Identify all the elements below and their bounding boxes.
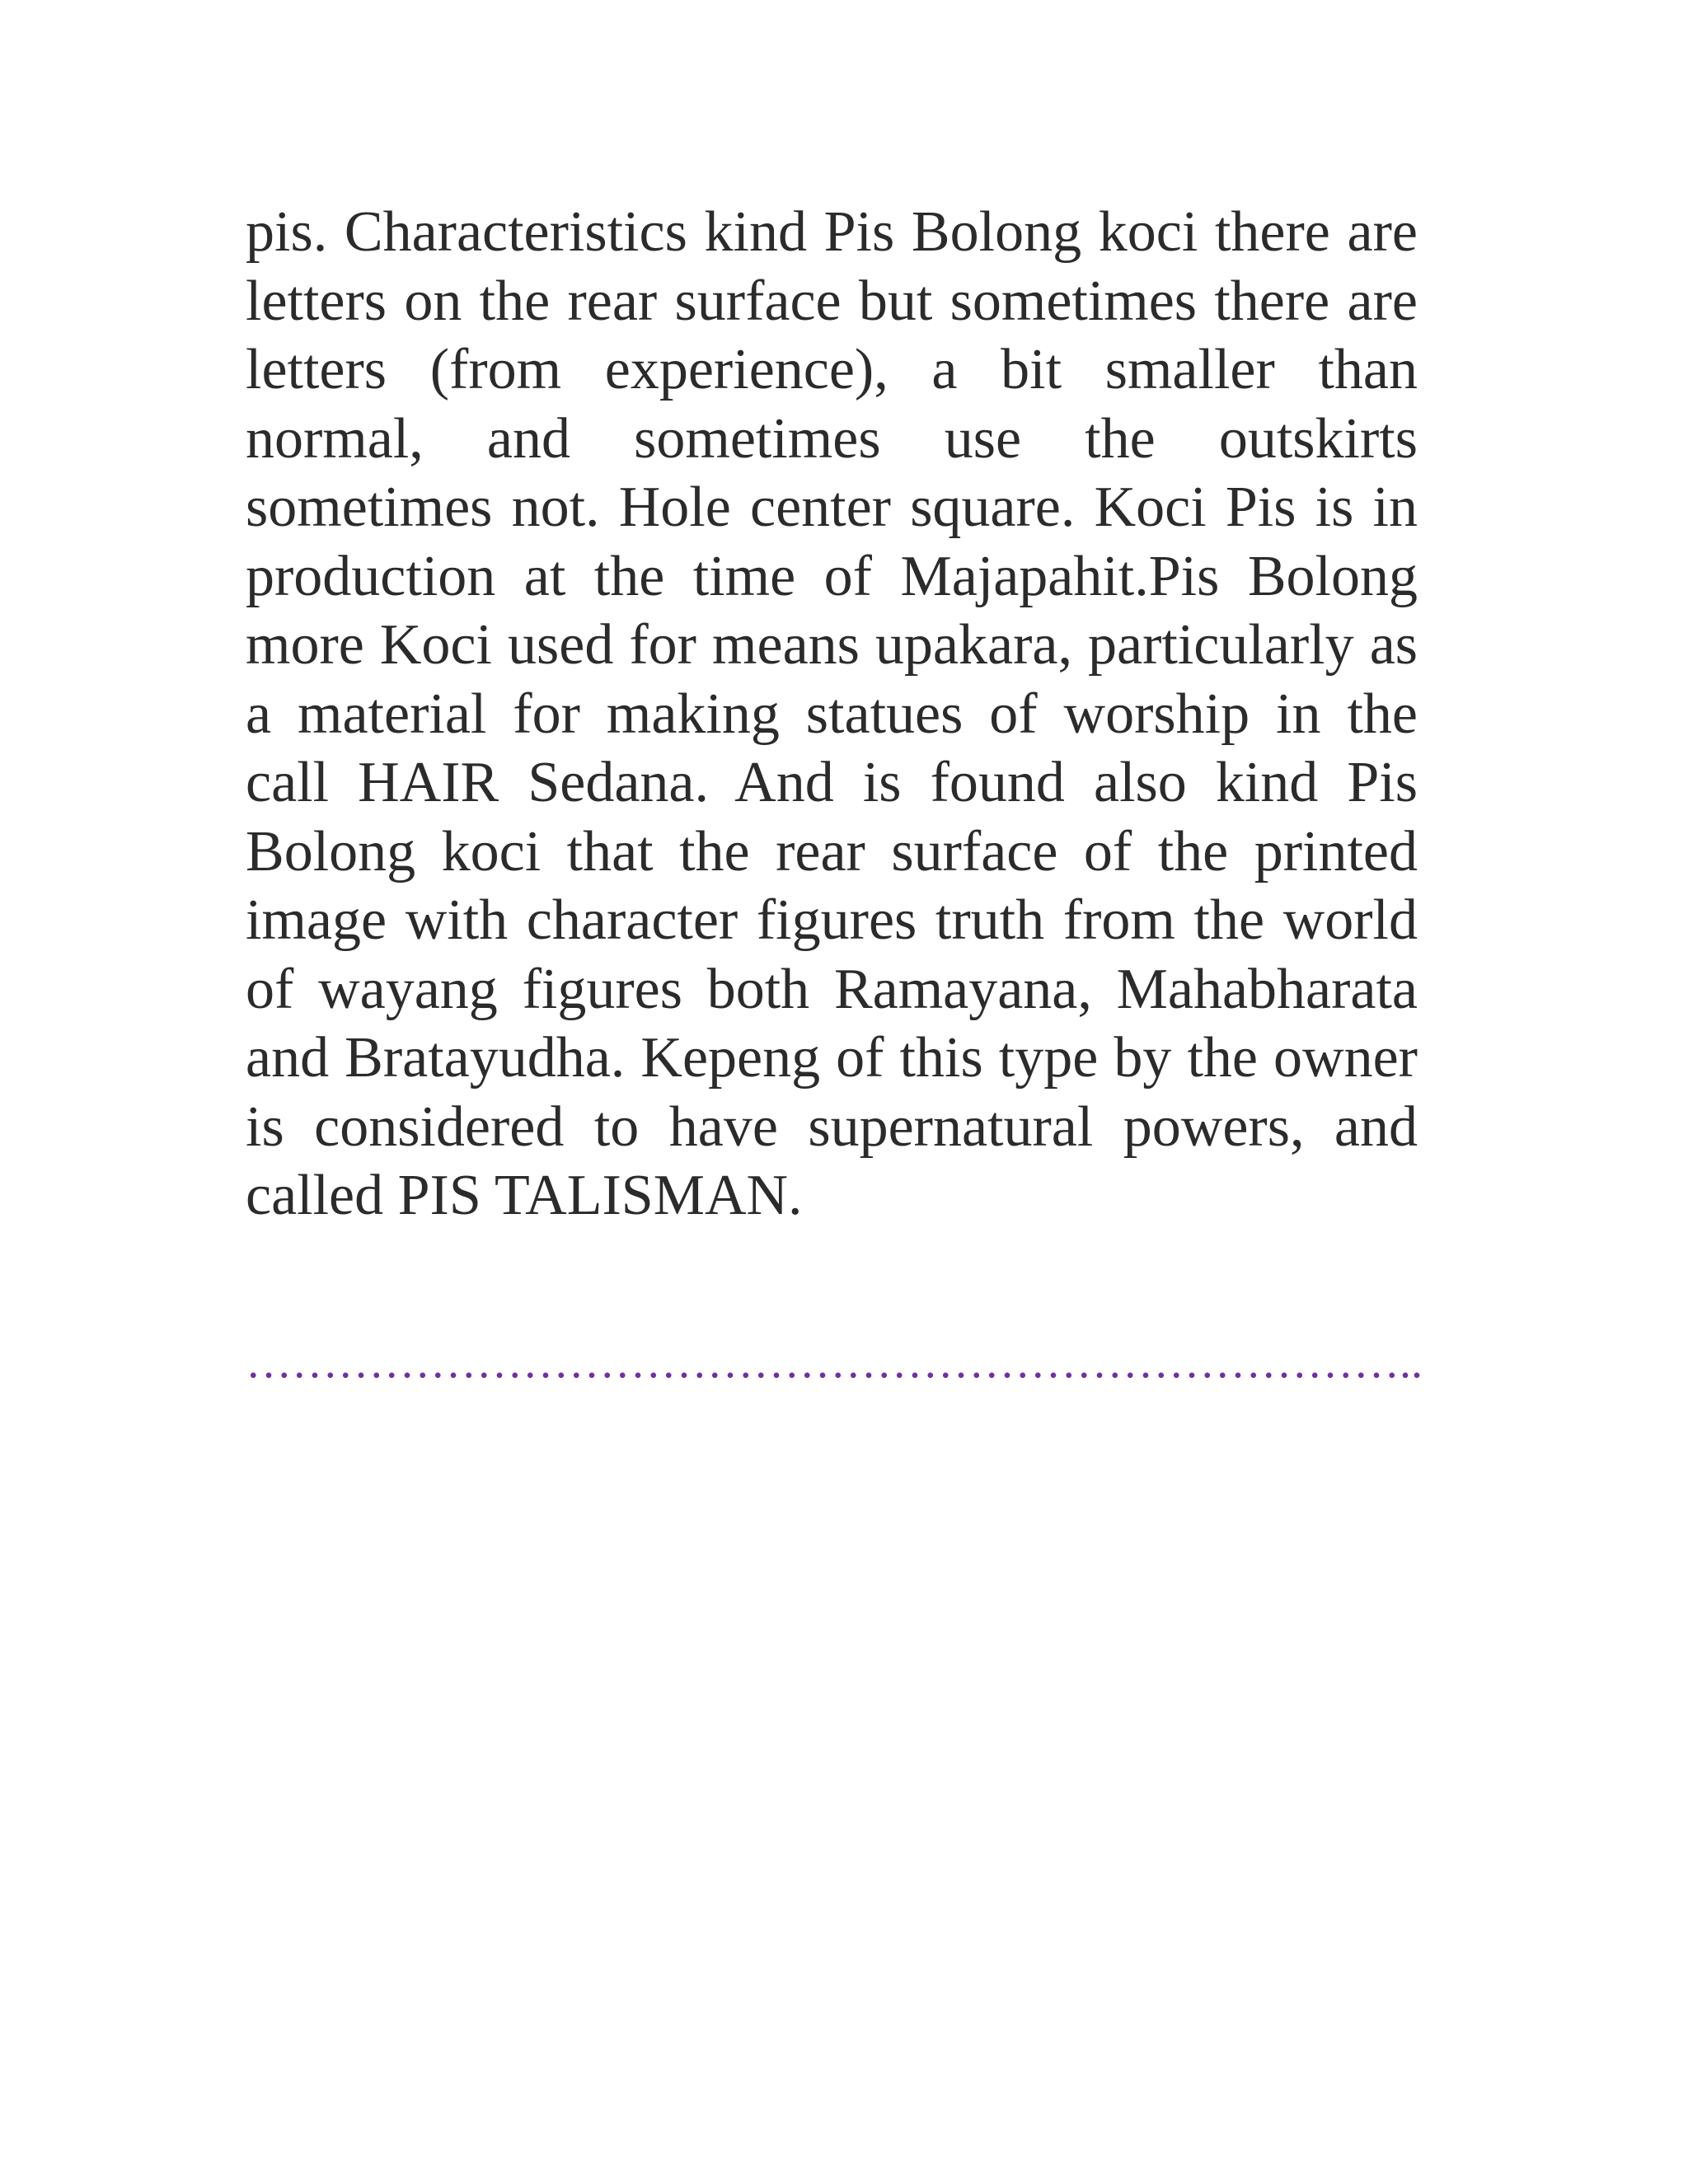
body-paragraph: pis. Characteristics kind Pis Bolong koci there are letters on the rear surface but sometimes there are letters (from experience), a bit smaller than normal, and sometimes use the outskirts sometimes not. Hole center square. Koci Pis is in production at the time of Majapahit.Pis Bolong more Koci used for means upakara, particularly as a material for making statues of worship in the call HAIR Sedana. And is found also kind Pis Bolong koci that the rear surface of the printed image with character figures truth from the world of wayang figures both Ramayana, Mahabharata and Bratayudha. Kepeng of this type by the owner is considered to have supernatural powers, and called PIS TALISMAN. [246,200,1418,1227]
dotted-separator: ………………………………………………………………….. [246,1337,1423,1388]
